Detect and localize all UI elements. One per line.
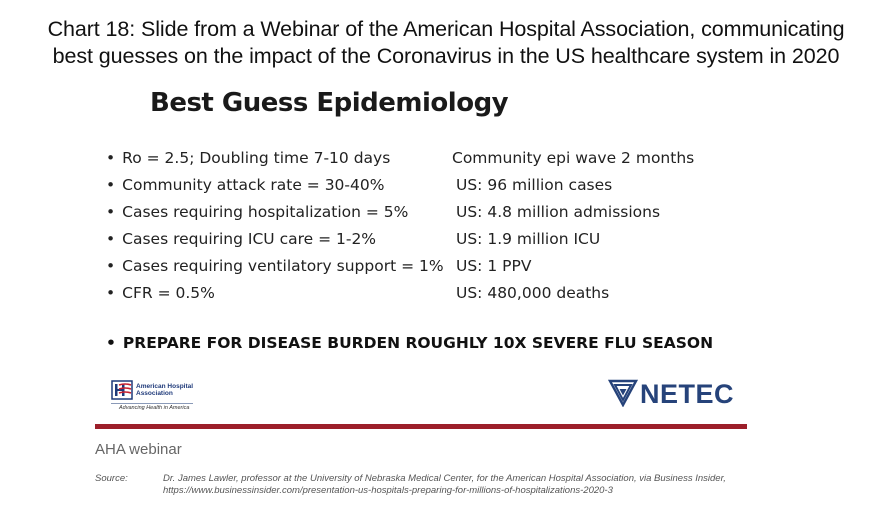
bullet-item: • Community attack rate = 30-40% <box>106 172 444 199</box>
bullet-item: • Ro = 2.5; Doubling time 7-10 days <box>106 145 444 172</box>
chart-title-line-2: best guesses on the impact of the Coronavirus in the US healthcare system in 2020 <box>52 44 840 68</box>
slide-heading: Best Guess Epidemiology <box>150 88 509 118</box>
epidemiology-bullet-list <box>106 145 444 307</box>
source-key: Source: <box>95 473 128 484</box>
slide-caption: AHA webinar <box>95 441 182 458</box>
aha-logo <box>111 380 221 416</box>
aha-name-line-1: American Hospital <box>136 383 194 390</box>
aha-divider <box>111 403 193 404</box>
source-line-2: https://www.businessinsider.com/presentation-us-hospitals-preparing-for-millions-of-hospitalizations-2020-3 <box>163 485 613 496</box>
estimate-row: US: 480,000 deaths <box>456 284 610 302</box>
chart-title <box>0 16 892 70</box>
source-citation <box>163 473 726 497</box>
emphasis-bullet: • PREPARE FOR DISEASE BURDEN ROUGHLY 10X SEVERE FLU SEASON <box>106 330 713 357</box>
bullet-item: • Cases requiring ICU care = 1-2% <box>106 226 444 253</box>
aha-name-line-2: Association <box>136 390 173 397</box>
estimate-row: US: 1 PPV <box>456 257 532 275</box>
netec-wordmark: NETEC <box>640 379 735 409</box>
estimate-row: US: 4.8 million admissions <box>456 203 661 221</box>
bullet-item: • Cases requiring ventilatory support = 1% <box>106 253 444 280</box>
estimate-row: US: 96 million cases <box>456 176 613 194</box>
aha-tagline: Advancing Health in America <box>119 405 190 411</box>
chart-title-line-1: Chart 18: Slide from a Webinar of the American Hospital Association, communicating <box>47 17 845 41</box>
estimate-row: US: 1.9 million ICU <box>456 230 601 248</box>
netec-shield-icon <box>608 379 638 407</box>
estimate-row: Community epi wave 2 months <box>452 149 695 167</box>
bullet-item: • CFR = 0.5% <box>106 280 444 307</box>
bullet-item: • Cases requiring hospitalization = 5% <box>106 199 444 226</box>
aha-flag-icon <box>111 380 133 400</box>
us-estimates-column <box>452 145 694 307</box>
slide-bottom-rule <box>95 424 747 429</box>
aha-name <box>136 383 193 397</box>
source-line-1: Dr. James Lawler, professor at the University of Nebraska Medical Center, for the American Hospital Association, via Business Insider, <box>163 473 726 484</box>
